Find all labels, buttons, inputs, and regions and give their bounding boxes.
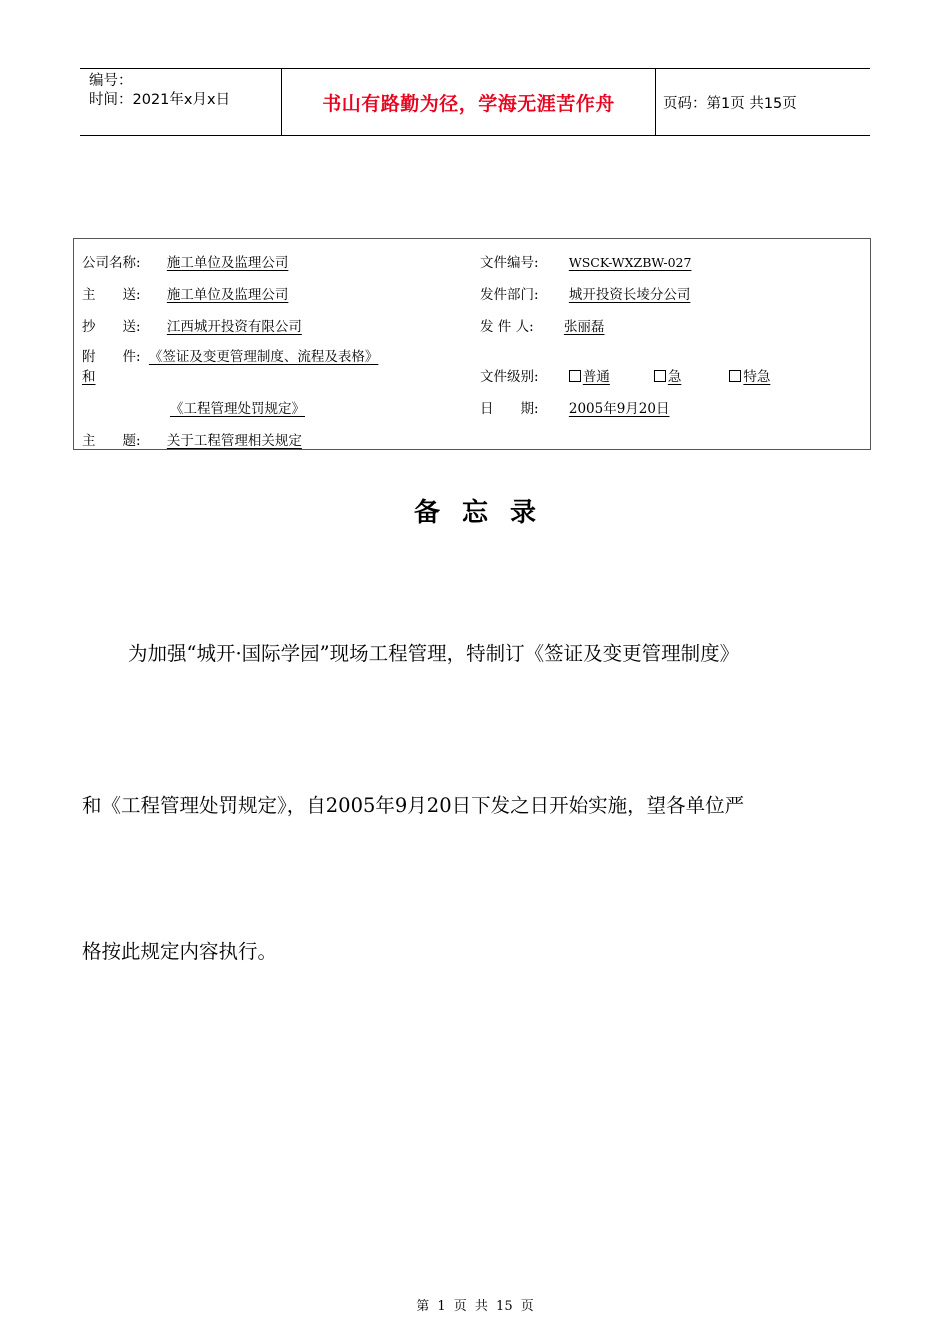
attach-row [82,347,378,367]
body-line-1: 为加强“城开·国际学园”现场工程管理，特制订《签证及变更管理制度》 [128,642,740,665]
cc-label: 抄 送: [82,319,141,335]
doc-no-value: WSCK-WXZBW-027 [568,255,692,270]
date-value: 2005年9月20日 [568,401,670,417]
to-row [82,285,288,305]
memo-title: 备忘录 [413,498,558,528]
header-motto: 书山有路勤为径，学海无涯苦作舟 [282,69,656,135]
dept-row [480,285,690,305]
date-row [480,399,669,419]
attach-value-1: 《签证及变更管理制度、流程及表格》 [148,349,379,365]
company-label: 公司名称: [82,255,141,271]
attach-row-2 [170,399,305,419]
level-normal-label: 普通 [582,369,610,385]
level-options [555,367,771,387]
attach-value-2: 《工程管理处罚规定》 [170,401,305,417]
header-meta [80,69,282,135]
attach-label: 附 件: [82,349,141,365]
header-page-info: 页码：第1页 共15页 [663,95,797,112]
sender-label: 发 件 人: [480,319,534,335]
cc-row [82,317,302,337]
doc-no-label: 文件编号: [480,255,539,271]
level-urgent-checkbox[interactable] [654,370,666,382]
level-label: 文件级别: [480,369,539,385]
subject-label: 主 题: [82,433,141,449]
cc-value: 江西城开投资有限公司 [166,319,302,335]
body-line-2: 和《工程管理处罚规定》，自2005年9月20日下发之日开始实施，望各单位严 [82,794,745,817]
company-value: 施工单位及监理公司 [166,255,289,271]
sender-row [480,317,604,337]
to-value: 施工单位及监理公司 [166,287,289,303]
dept-label: 发件部门: [480,287,539,303]
subject-value: 关于工程管理相关规定 [166,433,302,449]
dept-value: 城开投资长堎分公司 [568,287,691,303]
header-number: 编号： [89,73,133,89]
level-urgent-label: 急 [667,369,682,385]
body-line-3: 格按此规定内容执行。 [82,940,278,963]
sender-value: 张丽磊 [563,319,605,335]
doc-no-row [480,253,691,273]
to-label: 主 送: [82,287,141,303]
level-critical-checkbox[interactable] [729,370,741,382]
subject-row [82,431,302,451]
date-label: 日 期: [480,401,539,417]
level-critical-label: 特急 [743,369,771,385]
page-footer: 第 1 页 共 15 页 [416,1299,534,1314]
page-header [80,68,870,136]
header-time: 时间：2021年x月x日 [89,92,231,108]
level-normal-checkbox[interactable] [569,370,581,382]
company-row [82,253,288,273]
attach-and: 和 [82,369,96,385]
memo-info-box [73,238,871,450]
attach-and-row [82,367,106,387]
level-row [480,367,770,387]
